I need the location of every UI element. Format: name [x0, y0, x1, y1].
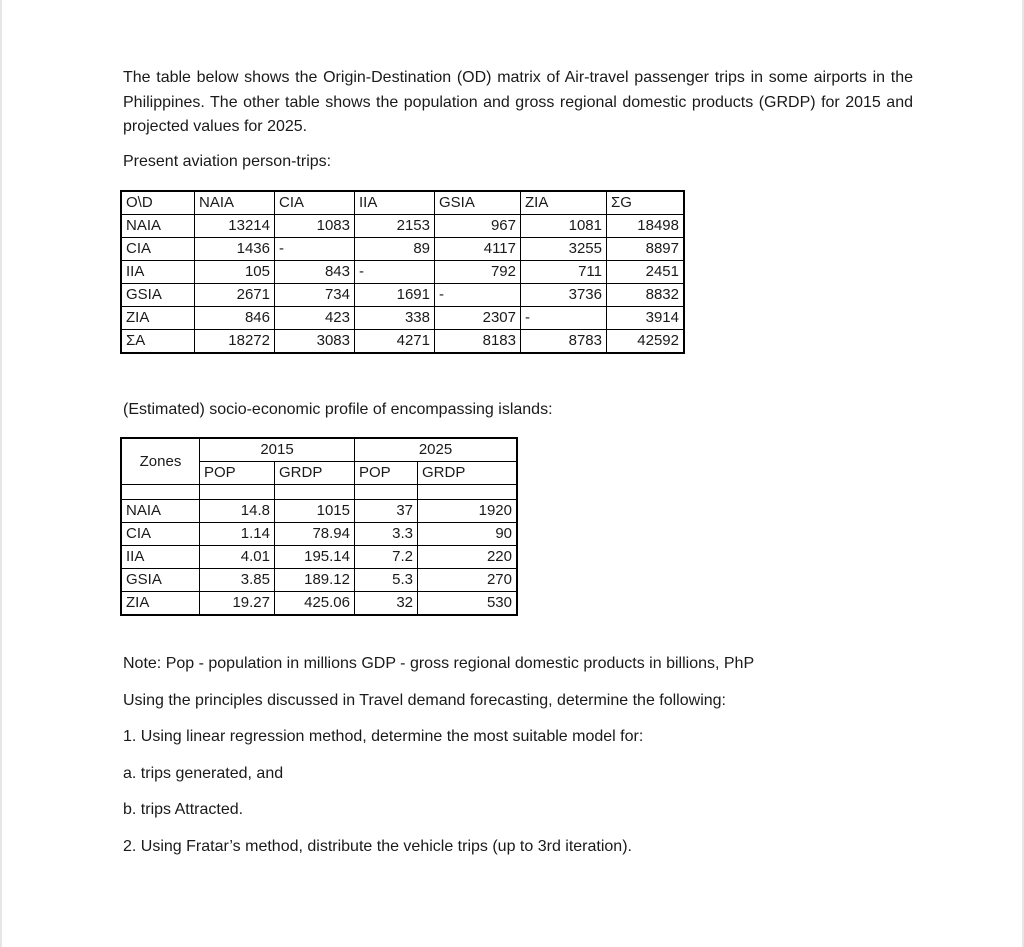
zones-header: Zones	[122, 439, 200, 485]
od-cell: 1691	[355, 284, 435, 307]
od-cell: 2153	[355, 215, 435, 238]
socio-row	[122, 546, 517, 569]
note-text: Note: Pop - population in millions GDP - gross regional domestic products in billions, PhP	[123, 655, 755, 672]
socio-cell: 90	[418, 523, 517, 546]
socio-cell: 425.06	[275, 592, 355, 615]
od-header-cell: O\D	[122, 192, 195, 215]
zone-name: NAIA	[122, 500, 200, 523]
socio-cell: 3.3	[355, 523, 418, 546]
od-cell: 8832	[607, 284, 684, 307]
od-cell: 105	[195, 261, 275, 284]
spacer-cell	[122, 485, 200, 500]
od-matrix-table	[121, 191, 684, 353]
od-cell: 2451	[607, 261, 684, 284]
od-cell: 13214	[195, 215, 275, 238]
od-cell: -	[521, 307, 607, 330]
od-row	[122, 215, 684, 238]
od-cell: 4271	[355, 330, 435, 353]
spacer-cell	[275, 485, 355, 500]
year-2015-header: 2015	[200, 439, 355, 462]
od-row-header: IIA	[122, 261, 195, 284]
spacer-cell	[418, 485, 517, 500]
od-header-cell: CIA	[275, 192, 355, 215]
od-row-header: ΣA	[122, 330, 195, 353]
instruction-text: Using the principles discussed in Travel demand forecasting, determine the following:	[123, 691, 726, 709]
socio-cell: 32	[355, 592, 418, 615]
od-row	[122, 284, 684, 307]
od-header-row	[122, 192, 684, 215]
socio-cell: 19.27	[200, 592, 275, 615]
od-row	[122, 261, 684, 284]
question-1b: b. trips Attracted.	[123, 801, 244, 818]
spacer-cell	[355, 485, 418, 500]
od-row-header: CIA	[122, 238, 195, 261]
od-header-cell: IIA	[355, 192, 435, 215]
od-header-cell: ΣG	[607, 192, 684, 215]
od-cell: 4117	[435, 238, 521, 261]
od-header-cell: GSIA	[435, 192, 521, 215]
grdp-2025-header: GRDP	[418, 462, 517, 485]
socio-row	[122, 500, 517, 523]
page-edge-left	[0, 0, 2, 947]
question-2: 2. Using Fratar’s method, distribute the vehicle trips (up to 3rd iteration).	[123, 837, 632, 855]
spacer-cell	[200, 485, 275, 500]
socio-cell: 1.14	[200, 523, 275, 546]
socio-economic-table	[121, 438, 517, 615]
od-cell: 3255	[521, 238, 607, 261]
socio-cell: 3.85	[200, 569, 275, 592]
socio-cell: 78.94	[275, 523, 355, 546]
od-cell: 846	[195, 307, 275, 330]
socio-row	[122, 569, 517, 592]
zone-name: ZIA	[122, 592, 200, 615]
pop-2015-header: POP	[200, 462, 275, 485]
od-cell: 3736	[521, 284, 607, 307]
od-cell: 18272	[195, 330, 275, 353]
od-cell: 338	[355, 307, 435, 330]
socio-row	[122, 523, 517, 546]
od-cell: 792	[435, 261, 521, 284]
od-cell: -	[275, 238, 355, 261]
od-cell: 3083	[275, 330, 355, 353]
socio-cell: 7.2	[355, 546, 418, 569]
intro-text: The table below shows the Origin-Destination (OD) matrix of Air-travel passenger trips in some airports in the Philippines. The other table shows the population and gross regional domestic products (GRDP) for 2015 and projected values for 2025.	[123, 69, 913, 135]
socio-cell: 4.01	[200, 546, 275, 569]
od-row-header: ZIA	[122, 307, 195, 330]
od-totals-row	[122, 330, 684, 353]
od-row-header: GSIA	[122, 284, 195, 307]
od-header-cell: NAIA	[195, 192, 275, 215]
od-header-cell: ZIA	[521, 192, 607, 215]
socio-cell: 5.3	[355, 569, 418, 592]
socio-cell: 530	[418, 592, 517, 615]
od-row	[122, 238, 684, 261]
socio-cell: 37	[355, 500, 418, 523]
zone-name: GSIA	[122, 569, 200, 592]
od-cell: 8783	[521, 330, 607, 353]
socio-cell: 14.8	[200, 500, 275, 523]
socio-spacer-row	[122, 485, 517, 500]
socio-cell: 270	[418, 569, 517, 592]
socio-cell: 189.12	[275, 569, 355, 592]
od-cell: 8183	[435, 330, 521, 353]
socio-cell: 195.14	[275, 546, 355, 569]
od-cell: 1083	[275, 215, 355, 238]
intro-paragraph	[123, 66, 913, 140]
od-cell: 1436	[195, 238, 275, 261]
od-cell: 42592	[607, 330, 684, 353]
od-cell: -	[355, 261, 435, 284]
question-1: 1. Using linear regression method, determine the most suitable model for:	[123, 728, 644, 745]
od-cell: 89	[355, 238, 435, 261]
od-cell: 18498	[607, 215, 684, 238]
od-cell: 2307	[435, 307, 521, 330]
od-cell: 843	[275, 261, 355, 284]
grdp-2015-header: GRDP	[275, 462, 355, 485]
od-cell: 711	[521, 261, 607, 284]
question-1a: a. trips generated, and	[123, 764, 284, 782]
od-row-header: NAIA	[122, 215, 195, 238]
od-cell: 2671	[195, 284, 275, 307]
od-row	[122, 307, 684, 330]
socio-cell: 1920	[418, 500, 517, 523]
zone-name: CIA	[122, 523, 200, 546]
pop-2025-header: POP	[355, 462, 418, 485]
od-table-label: Present aviation person-trips:	[123, 153, 332, 170]
od-cell: 1081	[521, 215, 607, 238]
socio-cell: 1015	[275, 500, 355, 523]
year-2025-header: 2025	[355, 439, 517, 462]
notes-section	[123, 652, 923, 871]
socio-cell: 220	[418, 546, 517, 569]
socio-year-row	[122, 439, 517, 462]
socio-row	[122, 592, 517, 615]
od-cell: 8897	[607, 238, 684, 261]
socio-table-label: (Estimated) socio-economic profile of encompassing islands:	[123, 401, 553, 418]
od-cell: 967	[435, 215, 521, 238]
od-cell: 3914	[607, 307, 684, 330]
od-cell: 423	[275, 307, 355, 330]
zone-name: IIA	[122, 546, 200, 569]
od-cell: 734	[275, 284, 355, 307]
od-cell: -	[435, 284, 521, 307]
